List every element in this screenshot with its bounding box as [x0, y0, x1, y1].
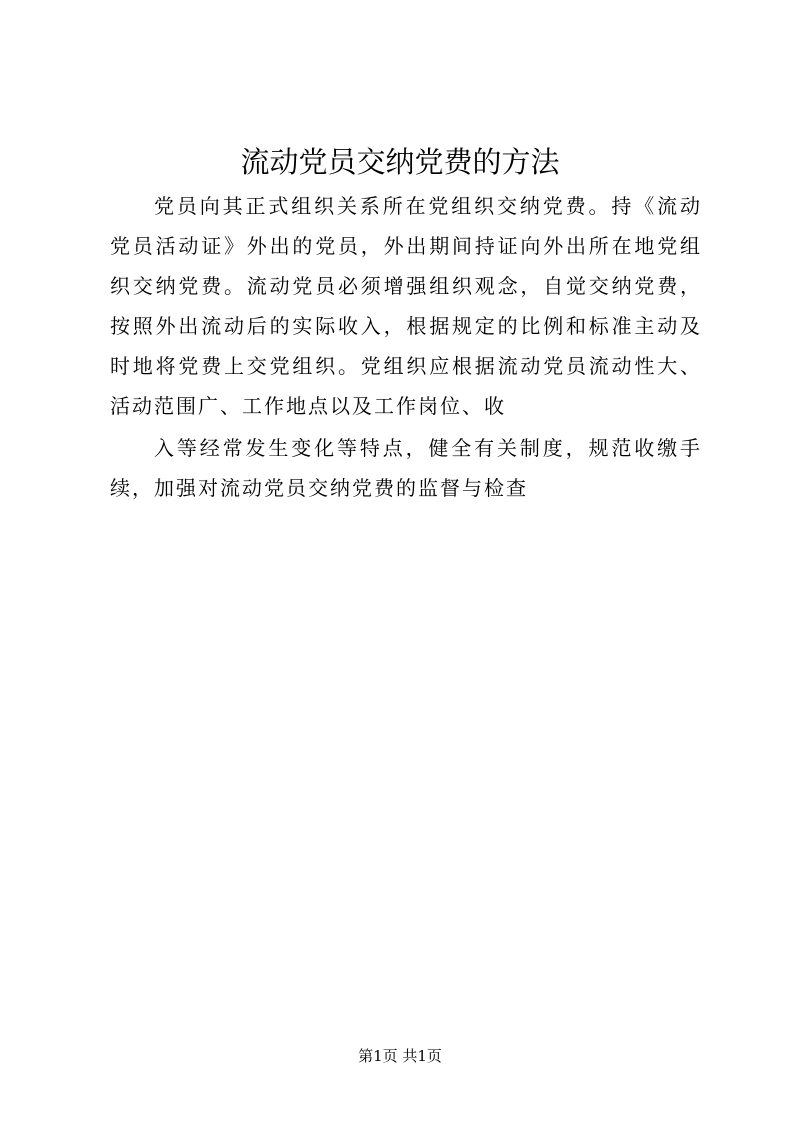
page-footer: 第1页 共1页 — [358, 1047, 442, 1065]
paragraph-2: 入等经常发生变化等特点，健全有关制度，规范收缴手续，加强对流动党员交纳党费的监督与检查 — [110, 436, 702, 500]
paragraph-1: 党员向其正式组织关系所在党组织交纳党费。持《流动党员活动证》外出的党员，外出期间持证向外出所在地党组织交纳党费。流动党员必须增强组织观念，自觉交纳党费，按照外出流动后的实际收入，根据规定的比例和标准主动及时地将党费上交党组织。党组织应根据流动党员流动性大、活动范围广、工作地点以及工作岗位、收 — [110, 194, 702, 418]
document-title: 流动党员交纳党费的方法 — [240, 145, 560, 179]
